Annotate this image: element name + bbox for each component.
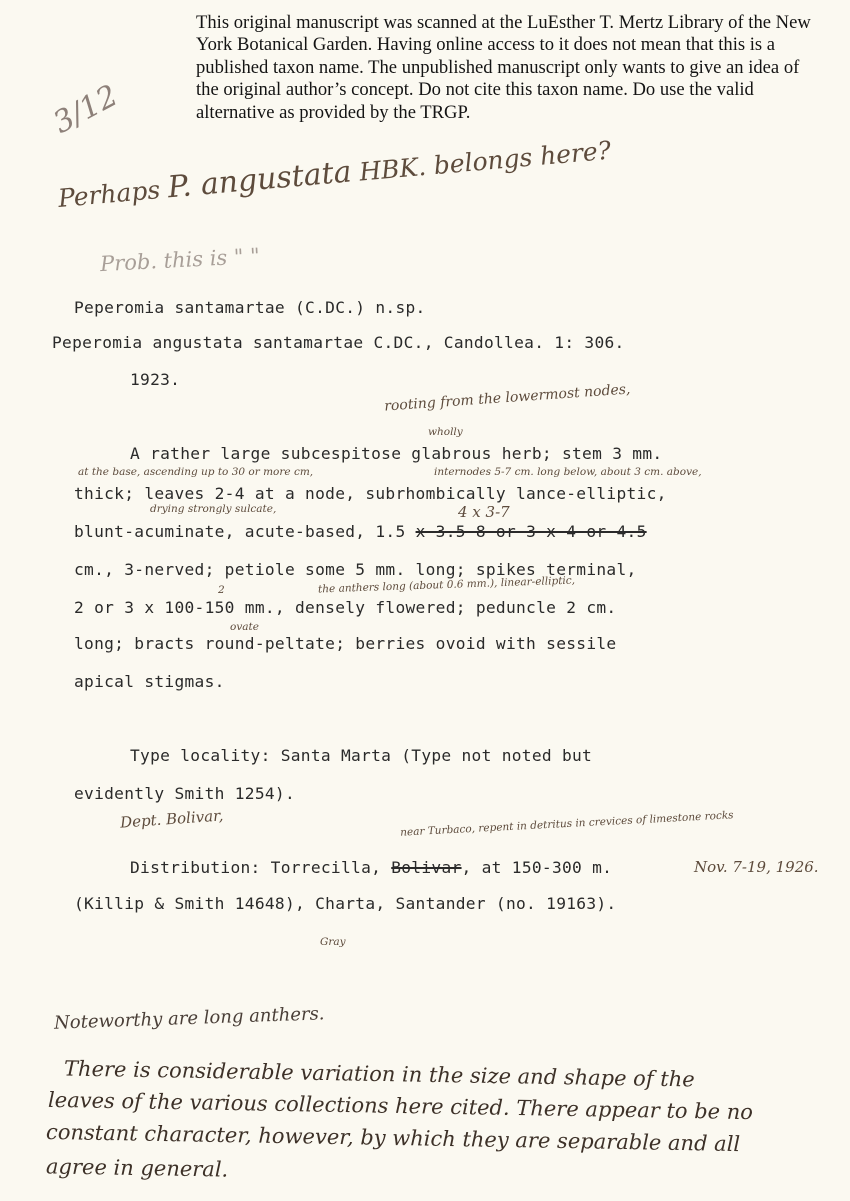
species-title: Peperomia santamartae (C.DC.) n.sp. [74, 298, 426, 317]
desc-line-3 [74, 522, 647, 541]
date-annotation: Nov. 7-19, 1926. [694, 858, 819, 876]
gray-annotation: Gray [320, 936, 346, 948]
two-annotation: 2 [218, 584, 225, 596]
synonym-line: Peperomia angustata santamartae C.DC., Candollea. 1: 306. [52, 333, 625, 352]
desc-line-4: cm., 3-nerved; petiole some 5 mm. long; spikes terminal, [74, 560, 637, 579]
conclusion-line-2: leaves of the various collections here cited. There appear to be no [47, 1087, 754, 1125]
page-number-annotation: 3/12 [47, 78, 124, 141]
year-line: 1923. [130, 370, 181, 389]
conclusion-line-1: There is considerable variation in the size and shape of the [63, 1056, 695, 1092]
desc-line-2: thick; leaves 2-4 at a node, subrhombically lance-elliptic, [74, 484, 667, 503]
wholly-annotation: wholly [428, 426, 463, 438]
perhaps-taxon: P. angustata [166, 154, 353, 206]
perhaps-prefix: Perhaps [56, 175, 162, 213]
type-locality-value: Santa Marta (Type not noted but [280, 746, 593, 765]
distribution-value-a: Torrecilla, [270, 858, 382, 877]
library-notice: This original manuscript was scanned at the LuEsther T. Mertz Library of the New York Botanical Garden. Having online access to it does not mean that this is a published taxon name. The unpublished manuscript only wants to give an idea of the original author’s concept. Do not cite this taxon name. Do use the valid alternative as provided by the TRGP. [196, 12, 811, 123]
desc-line-7: apical stigmas. [74, 672, 225, 691]
desc-line-5: 2 or 3 x 100-150 mm., densely flowered; peduncle 2 cm. [74, 598, 617, 617]
desc-line-1: A rather large subcespitose glabrous herb; stem 3 mm. [130, 444, 663, 463]
distribution [130, 858, 612, 877]
conclusion-line-3: constant character, however, by which they are separable and all [45, 1119, 741, 1157]
distribution-value-b: , at 150-300 m. [461, 858, 613, 877]
noteworthy-note: Noteworthy are long anthers. [53, 1003, 325, 1034]
desc-line-6: long; bracts round-peltate; berries ovoid with sessile [74, 634, 617, 653]
drying-annotation: drying strongly sulcate, [150, 503, 277, 515]
struck-dimensions: x 3.5-8 or 3 x 4 or 4.5 [415, 522, 647, 541]
prob-annotation: Prob. this is " " [99, 243, 261, 277]
type-locality-label: Type locality: [130, 746, 271, 765]
ovate-annotation: ovate [230, 621, 259, 633]
dims-fix-annotation: 4 x 3-7 [458, 503, 510, 521]
dept-annotation: Dept. Bolivar, [119, 806, 224, 832]
type-locality-continued: evidently Smith 1254). [74, 784, 296, 803]
type-locality [130, 746, 592, 765]
conclusion-line-4: agree in general. [45, 1154, 229, 1182]
distribution-struck: Bolivar [391, 858, 462, 877]
at-base-annotation: at the base, ascending up to 30 or more cm, [78, 466, 314, 478]
distribution-continued: (Killip & Smith 14648), Charta, Santander (no. 19163). [74, 894, 617, 913]
distribution-label: Distribution: [130, 858, 261, 877]
rooting-annotation: rooting from the lowermost nodes, [383, 381, 631, 415]
perhaps-suffix: HBK. belongs here? [358, 135, 613, 187]
internodes-annotation: internodes 5-7 cm. long below, about 3 cm. above, [434, 466, 702, 478]
near-turbaco-annotation: near Turbaco, repent in detritus in crevices of limestone rocks [399, 809, 734, 839]
desc-line-3-text: blunt-acuminate, acute-based, 1.5 [74, 522, 406, 541]
perhaps-annotation [56, 132, 612, 215]
anthers-annotation: the anthers long (about 0.6 mm.), linear-elliptic, [317, 574, 576, 596]
